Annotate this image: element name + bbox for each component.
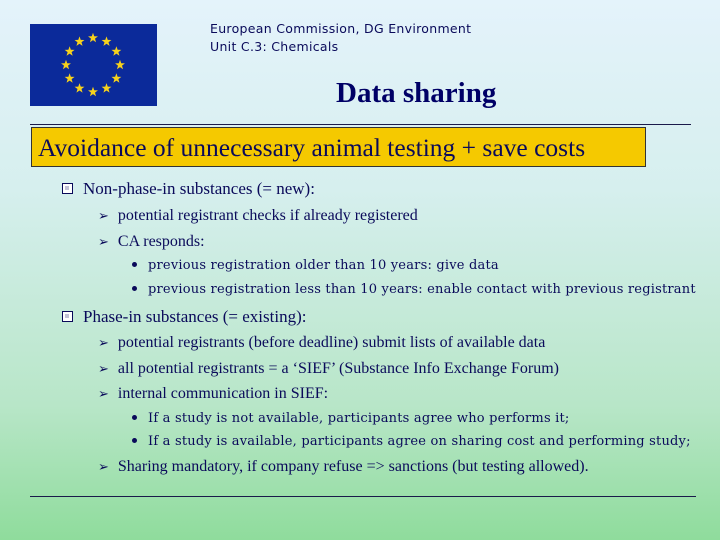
star-icon (115, 60, 125, 69)
arrow-bullet-icon: ➢ (98, 459, 109, 475)
section-heading-text: Non-phase-in substances (= new): (83, 179, 315, 198)
bottom-divider (30, 496, 696, 497)
list-item-text: potential registrants (before deadline) submit lists of available data (117, 334, 546, 351)
star-icon (75, 36, 85, 45)
list-item-text: internal communication in SIEF: (117, 385, 329, 402)
star-icon (88, 87, 98, 96)
star-icon (111, 73, 121, 82)
sub-list-item-text: previous registration less than 10 years: enable contact with previous registrant (148, 282, 696, 297)
org-line-1: European Commission, DG Environment (210, 21, 472, 36)
section-heading-text: Phase-in substances (= existing): (83, 307, 307, 326)
star-icon (65, 73, 75, 82)
list-item-text: CA responds: (117, 233, 205, 250)
organization-header (210, 20, 471, 56)
list-item-text: Sharing mandatory, if company refuse => sanctions (but testing allowed). (117, 458, 589, 475)
star-icon (75, 83, 85, 92)
list-item-text: all potential registrants = a ‘SIEF’ (Substance Info Exchange Forum) (117, 360, 559, 377)
highlight-banner: Avoidance of unnecessary animal testing + save costs (31, 127, 646, 167)
list-item (98, 385, 328, 403)
arrow-bullet-icon: ➢ (98, 234, 109, 250)
arrow-bullet-icon: ➢ (98, 361, 109, 377)
section-heading-2 (62, 307, 306, 327)
dot-bullet-icon (132, 415, 137, 420)
checkbox-bullet-icon (62, 311, 73, 322)
sub-list-item (132, 434, 691, 449)
sub-list-item (132, 411, 570, 426)
star-icon (111, 46, 121, 55)
star-icon (88, 33, 98, 42)
list-item (98, 360, 559, 378)
sub-list-item (132, 258, 499, 273)
sub-list-item-text: If a study is available, participants agree on sharing cost and performing study; (148, 434, 691, 449)
eu-stars (30, 24, 157, 106)
dot-bullet-icon (132, 286, 137, 291)
dot-bullet-icon (132, 262, 137, 267)
dot-bullet-icon (132, 438, 137, 443)
star-icon (61, 60, 71, 69)
list-item (98, 207, 418, 225)
sub-list-item-text: previous registration older than 10 years: give data (148, 258, 499, 273)
arrow-bullet-icon: ➢ (98, 208, 109, 224)
arrow-bullet-icon: ➢ (98, 335, 109, 351)
section-heading-1 (62, 179, 315, 199)
list-item-text: potential registrant checks if already registered (117, 207, 418, 224)
list-item (98, 334, 545, 352)
top-divider (30, 124, 691, 125)
star-icon (102, 36, 112, 45)
list-item (98, 233, 205, 251)
eu-flag-icon (30, 24, 157, 106)
org-line-2: Unit C.3: Chemicals (210, 39, 339, 54)
star-icon (65, 46, 75, 55)
list-item (98, 458, 589, 476)
arrow-bullet-icon: ➢ (98, 386, 109, 402)
slide-title: Data sharing (336, 77, 497, 109)
sub-list-item (132, 282, 696, 297)
checkbox-bullet-icon (62, 183, 73, 194)
sub-list-item-text: If a study is not available, participants agree who performs it; (148, 411, 570, 426)
star-icon (102, 83, 112, 92)
